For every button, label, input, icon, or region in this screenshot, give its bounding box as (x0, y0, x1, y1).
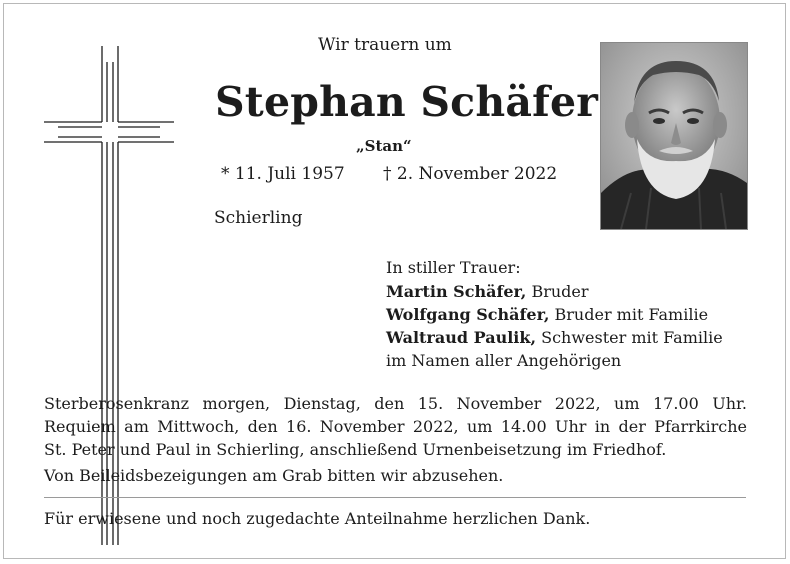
deceased-name: Stephan Schäfer (215, 78, 599, 126)
mourner-row (386, 282, 589, 301)
divider (44, 497, 746, 498)
mourner-name: Wolfgang Schäfer, (386, 305, 550, 324)
mourner-row (386, 328, 723, 347)
mourner-relation: Schwester mit Familie (536, 328, 723, 347)
mourner-relation: Bruder mit Familie (549, 305, 709, 324)
portrait-photo (600, 42, 748, 230)
burial-text: St. Peter und Paul in Schierling, anschließend Urnenbeisetzung im Friedhof. (44, 440, 667, 459)
nickname: „Stan“ (356, 137, 412, 155)
mourner-name: Martin Schäfer, (386, 282, 527, 301)
requiem-text: Requiem am Mittwoch, den 16. November 2022, um 14.00 Uhr in der Pfarrkirche (44, 417, 747, 436)
rosary-text: Sterberosenkranz morgen, Dienstag, den 15. November 2022, um 17.00 Uhr. (44, 394, 747, 413)
birth-date: * 11. Juli 1957 (221, 164, 345, 184)
mourner-name: Waltraud Paulik, (386, 328, 537, 347)
place-of-residence: Schierling (214, 208, 303, 228)
thanks-text: Für erwiesene und noch zugedachte Anteilnahme herzlichen Dank. (44, 509, 591, 528)
mourners-closing: im Namen aller Angehörigen (386, 351, 622, 370)
mourner-row (386, 305, 708, 324)
intro-text: Wir trauern um (318, 35, 452, 55)
mourners-heading: In stiller Trauer: (386, 258, 521, 277)
mourner-relation: Bruder (526, 282, 589, 301)
condolence-text: Von Beileidsbezeigungen am Grab bitten wir abzusehen. (44, 466, 504, 485)
death-date: † 2. November 2022 (383, 164, 558, 184)
